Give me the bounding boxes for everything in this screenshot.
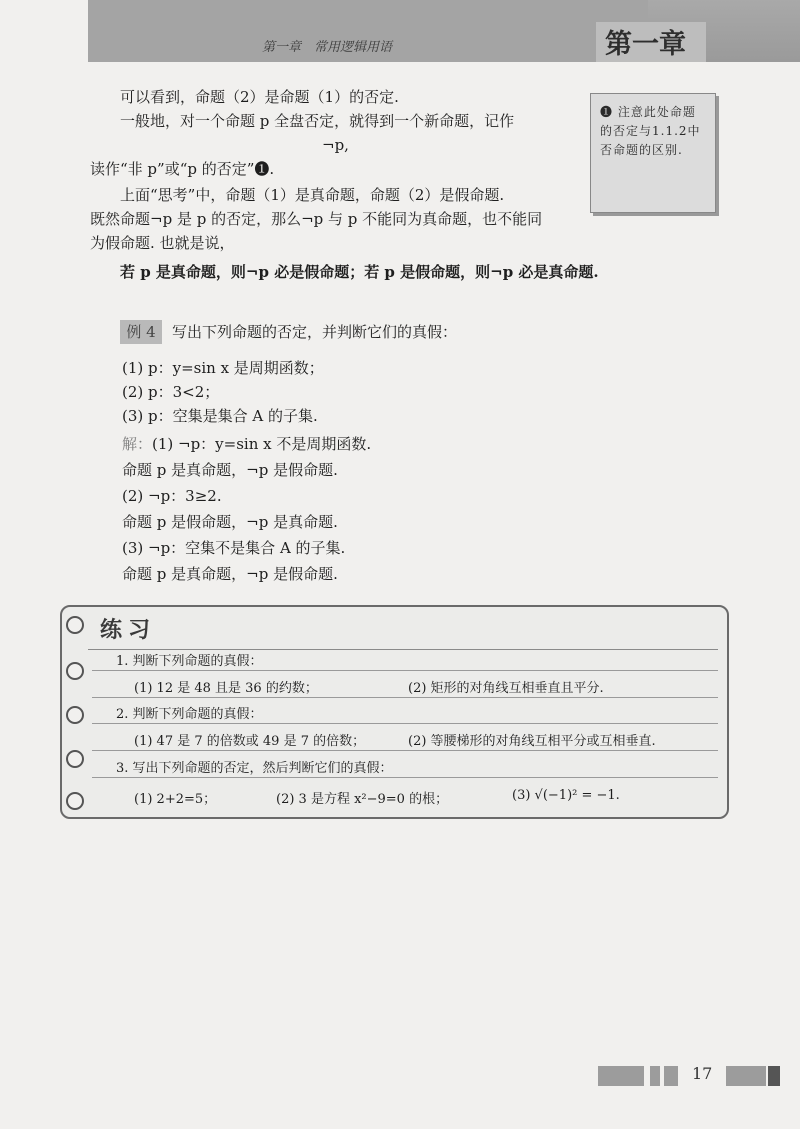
practice-q2: 2. 判断下列命题的真假： <box>116 707 263 722</box>
footer-bar-right-dark <box>768 1066 780 1086</box>
body-line-6: 既然命题¬p 是 p 的否定，那么¬p 与 p 不能同为真命题，也不能同 <box>90 210 543 228</box>
binder-ring-icon <box>66 792 84 810</box>
solution-line-4: 命题 p 是假命题，¬p 是真命题. <box>122 513 338 531</box>
solution-line-2: 命题 p 是真命题，¬p 是假命题. <box>122 461 338 479</box>
practice-rule <box>92 670 718 671</box>
body-line-4: 读作“非 p”或“p 的否定”❶. <box>90 160 275 178</box>
practice-rule <box>92 777 718 778</box>
body-line-3-notation: ¬p, <box>322 136 349 154</box>
example-prompt: 写出下列命题的否定，并判断它们的真假： <box>172 323 458 341</box>
footer-bar-left <box>598 1066 644 1086</box>
body-line-1: 可以看到，命题（2）是命题（1）的否定. <box>120 88 399 106</box>
practice-q2-b: (2) 等腰梯形的对角线互相平分或互相垂直. <box>408 734 656 749</box>
solution-label: 解： <box>122 435 153 453</box>
example-item-3: (3) p：空集是集合 A 的子集. <box>122 407 318 425</box>
practice-q3-c: (3) √(−1)² = −1. <box>512 788 620 803</box>
body-line-7: 为假命题. 也就是说， <box>90 234 235 252</box>
practice-rule <box>92 723 718 724</box>
solution-line-6: 命题 p 是真命题，¬p 是假命题. <box>122 565 338 583</box>
side-note-text: ❶ 注意此处命题的否定与1.1.2中否命题的区别. <box>600 105 701 157</box>
example-label: 例 4 <box>120 320 162 344</box>
practice-q3-b: (2) 3 是方程 x²−9=0 的根； <box>276 792 449 807</box>
practice-q1-a: (1) 12 是 48 且是 36 的约数； <box>134 681 318 696</box>
practice-header-rule <box>88 613 718 650</box>
footer-bar-right <box>726 1066 766 1086</box>
example-item-2: (2) p：3<2； <box>122 383 220 401</box>
binder-ring-icon <box>66 706 84 724</box>
solution-line-1: (1) ¬p：y=sin x 不是周期函数. <box>152 435 372 453</box>
binder-ring-icon <box>66 750 84 768</box>
practice-q1: 1. 判断下列命题的真假： <box>116 654 263 669</box>
binder-ring-icon <box>66 616 84 634</box>
practice-q3: 3. 写出下列命题的否定，然后判断它们的真假： <box>116 761 393 776</box>
footer-bar-left-small <box>650 1066 660 1086</box>
practice-title: 练习 <box>100 617 157 643</box>
footer-bar-left-small <box>664 1066 678 1086</box>
body-line-8-rule: 若 p 是真命题，则¬p 必是假命题；若 p 是假命题，则¬p 必是真命题. <box>120 263 599 281</box>
body-line-5: 上面“思考”中，命题（1）是真命题，命题（2）是假命题. <box>120 186 505 204</box>
practice-rule <box>92 750 718 751</box>
page-number: 17 <box>692 1064 713 1083</box>
example-item-1: (1) p：y=sin x 是周期函数； <box>122 359 324 377</box>
solution-line-5: (3) ¬p：空集不是集合 A 的子集. <box>122 539 346 557</box>
solution-line-3: (2) ¬p：3≥2. <box>122 487 222 505</box>
practice-q2-a: (1) 47 是 7 的倍数或 49 是 7 的倍数； <box>134 734 366 749</box>
binder-ring-icon <box>66 662 84 680</box>
header-chapter-big: 第一章 <box>605 29 686 60</box>
practice-rule <box>92 697 718 698</box>
body-line-2: 一般地，对一个命题 p 全盘否定，就得到一个新命题，记作 <box>120 112 515 130</box>
practice-q3-a: (1) 2+2=5； <box>134 792 217 807</box>
header-chapter-title: 第一章 常用逻辑用语 <box>262 40 393 55</box>
practice-q1-b: (2) 矩形的对角线互相垂直且平分. <box>408 681 604 696</box>
